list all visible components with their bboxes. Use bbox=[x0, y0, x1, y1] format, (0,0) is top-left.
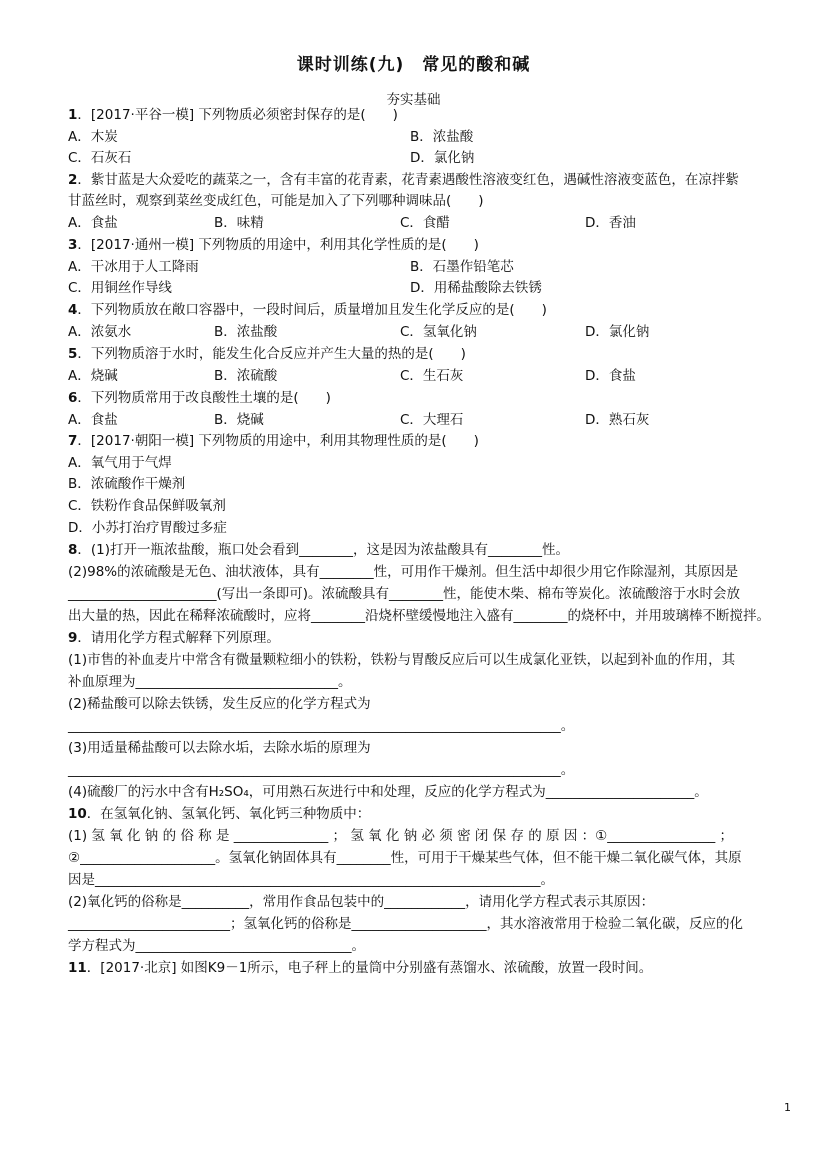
question-text: ．下列物质溶于水时，能发生化合反应并产生大量的热的是( ) bbox=[77, 346, 466, 362]
question-6-stem bbox=[68, 388, 787, 408]
option-a: A．干冰用于人工降雨 bbox=[68, 259, 199, 275]
option-d: D．熟石灰 bbox=[585, 412, 650, 428]
section-heading: 夯实基础 bbox=[386, 92, 441, 108]
option-b: B．浓盐酸 bbox=[410, 129, 474, 145]
option-a: A．食盐 bbox=[68, 412, 118, 428]
question-text: ．下列物质常用于改良酸性土壤的是( ) bbox=[77, 390, 331, 406]
question-10-line5: ________________________；氢氧化钙的俗称是____________________，其水溶液常用于检验二氧化碳，反应的化 bbox=[68, 916, 743, 932]
question-9-stem bbox=[68, 628, 787, 648]
option-b: B．味精 bbox=[214, 215, 264, 231]
question-text: ．下列物质放在敞口容器中，一段时间后，质量增加且发生化学反应的是( ) bbox=[77, 302, 547, 318]
question-number: 5 bbox=[68, 346, 78, 362]
question-text: ．请用化学方程式解释下列原理。 bbox=[77, 630, 280, 646]
question-text: ．[2017·通州一模] 下列物质的用途中，利用其化学性质的是( ) bbox=[77, 237, 479, 253]
question-1-stem bbox=[68, 105, 787, 125]
question-9-line1: (1)市售的补血麦片中常含有微量颗粒细小的铁粉，铁粉与胃酸反应后可以生成氯化亚铁，以起到补血的作用，其 bbox=[68, 652, 736, 668]
option-c: C．石灰石 bbox=[68, 150, 132, 166]
question-10-line3: 因是__________________________________________________________________。 bbox=[68, 872, 554, 888]
option-d: D．氯化钠 bbox=[410, 150, 475, 166]
page-number: 1 bbox=[784, 1101, 791, 1114]
question-8-line2: (2)98%的浓硫酸是无色、油状液体，具有________性，可用作干燥剂。但生活中却很少用它作除湿剂，其原因是 bbox=[68, 564, 739, 580]
question-9-line6: _________________________________________________________________________。 bbox=[68, 762, 575, 778]
question-number: 1 bbox=[68, 107, 78, 123]
option-b: B．烧碱 bbox=[214, 412, 264, 428]
page-title: 课时训练(九) 常见的酸和碱 bbox=[296, 55, 531, 75]
question-number: 11 bbox=[68, 960, 87, 976]
option-d: D．食盐 bbox=[585, 368, 636, 384]
option-a: A．浓氨水 bbox=[68, 324, 132, 340]
question-8-line3: ______________________(写出一条即可)。浓硫酸具有________性，能使木柴、棉布等炭化。浓硫酸溶于水时会放 bbox=[68, 586, 741, 602]
question-text: ．[2017·朝阳一模] 下列物质的用途中，利用其物理性质的是( ) bbox=[77, 433, 479, 449]
question-number: 6 bbox=[68, 390, 78, 406]
question-5-stem bbox=[68, 344, 787, 364]
question-11-stem bbox=[68, 958, 787, 978]
question-10-line6: 学方程式为________________________________。 bbox=[68, 938, 365, 954]
option-a: A．食盐 bbox=[68, 215, 118, 231]
question-9-line4: _________________________________________________________________________。 bbox=[68, 718, 575, 734]
question-9-line2: 补血原理为______________________________。 bbox=[68, 674, 352, 690]
option-d: D．氯化钠 bbox=[585, 324, 650, 340]
option-c: C．氢氧化钠 bbox=[400, 324, 477, 340]
question-10-stem bbox=[68, 804, 787, 824]
option-c: C．食醋 bbox=[400, 215, 450, 231]
question-10-line2: ②____________________。氢氧化钠固体具有________性，可用于干燥某些气体，但不能干燥二氧化碳气体，其原 bbox=[68, 850, 742, 866]
question-9-line5: (3)用适量稀盐酸可以去除水垢，去除水垢的原理为 bbox=[68, 740, 371, 756]
option-a: A．氧气用于气焊 bbox=[68, 455, 172, 471]
option-d: D．用稀盐酸除去铁锈 bbox=[410, 280, 542, 296]
option-a: A．烧碱 bbox=[68, 368, 118, 384]
option-c: C．生石灰 bbox=[400, 368, 464, 384]
question-number: 10 bbox=[68, 806, 87, 822]
question-number: 3 bbox=[68, 237, 78, 253]
question-2-stem-line2: 甘蓝丝时，观察到菜丝变成红色，可能是加入了下列哪种调味品( ) bbox=[68, 193, 484, 209]
question-text: ．[2017·北京] 如图K9－1所示，电子秤上的量筒中分别盛有蒸馏水、浓硫酸，放置一段时间。 bbox=[86, 960, 653, 976]
question-10-line1: (1) 氢 氧 化 钠 的 俗 称 是 ______________ ； 氢 氧 化 钠 必 须 密 闭 保 存 的 原 因 ：①________________ ； bbox=[68, 828, 734, 844]
option-d: D．小苏打治疗胃酸过多症 bbox=[68, 520, 227, 536]
option-c: C．用铜丝作导线 bbox=[68, 280, 172, 296]
question-number: 8 bbox=[68, 542, 78, 558]
question-9-line3: (2)稀盐酸可以除去铁锈，发生反应的化学方程式为 bbox=[68, 696, 371, 712]
option-b: B．浓硫酸作干燥剂 bbox=[68, 476, 186, 492]
question-number: 2 bbox=[68, 172, 78, 188]
option-b: B．石墨作铅笔芯 bbox=[410, 259, 514, 275]
option-a: A．木炭 bbox=[68, 129, 118, 145]
question-8-line1 bbox=[68, 540, 787, 560]
question-text: ．[2017·平谷一模] 下列物质必须密封保存的是( ) bbox=[77, 107, 398, 123]
question-text: ．在氢氧化钠、氢氧化钙、氧化钙三种物质中： bbox=[86, 806, 371, 822]
option-d: D．香油 bbox=[585, 215, 636, 231]
question-8-line4: 出大量的热，因此在稀释浓硫酸时，应将________沿烧杯壁缓慢地注入盛有________的烧杯中，并用玻璃棒不断搅拌。 bbox=[68, 608, 770, 624]
question-number: 9 bbox=[68, 630, 78, 646]
question-4-stem bbox=[68, 300, 787, 320]
option-b: B．浓盐酸 bbox=[214, 324, 278, 340]
option-b: B．浓硫酸 bbox=[214, 368, 278, 384]
option-c: C．大理石 bbox=[400, 412, 464, 428]
question-7-stem bbox=[68, 431, 787, 451]
question-text: ．(1)打开一瓶浓盐酸，瓶口处会看到________，这是因为浓盐酸具有________性。 bbox=[77, 542, 570, 558]
option-c: C．铁粉作食品保鲜吸氧剂 bbox=[68, 498, 226, 514]
question-2-stem-line1 bbox=[68, 170, 787, 190]
question-10-line4: (2)氧化钙的俗称是__________，常用作食品包装中的____________，请用化学方程式表示其原因： bbox=[68, 894, 655, 910]
question-text: ．紫甘蓝是大众爱吃的蔬菜之一，含有丰富的花青素，花青素遇酸性溶液变红色，遇碱性溶液变蓝色，在凉拌紫 bbox=[77, 172, 739, 188]
question-3-stem bbox=[68, 235, 787, 255]
question-number: 4 bbox=[68, 302, 78, 318]
question-number: 7 bbox=[68, 433, 78, 449]
question-9-line7: (4)硫酸厂的污水中含有H₂SO₄，可用熟石灰进行中和处理，反应的化学方程式为______________________。 bbox=[68, 784, 708, 800]
